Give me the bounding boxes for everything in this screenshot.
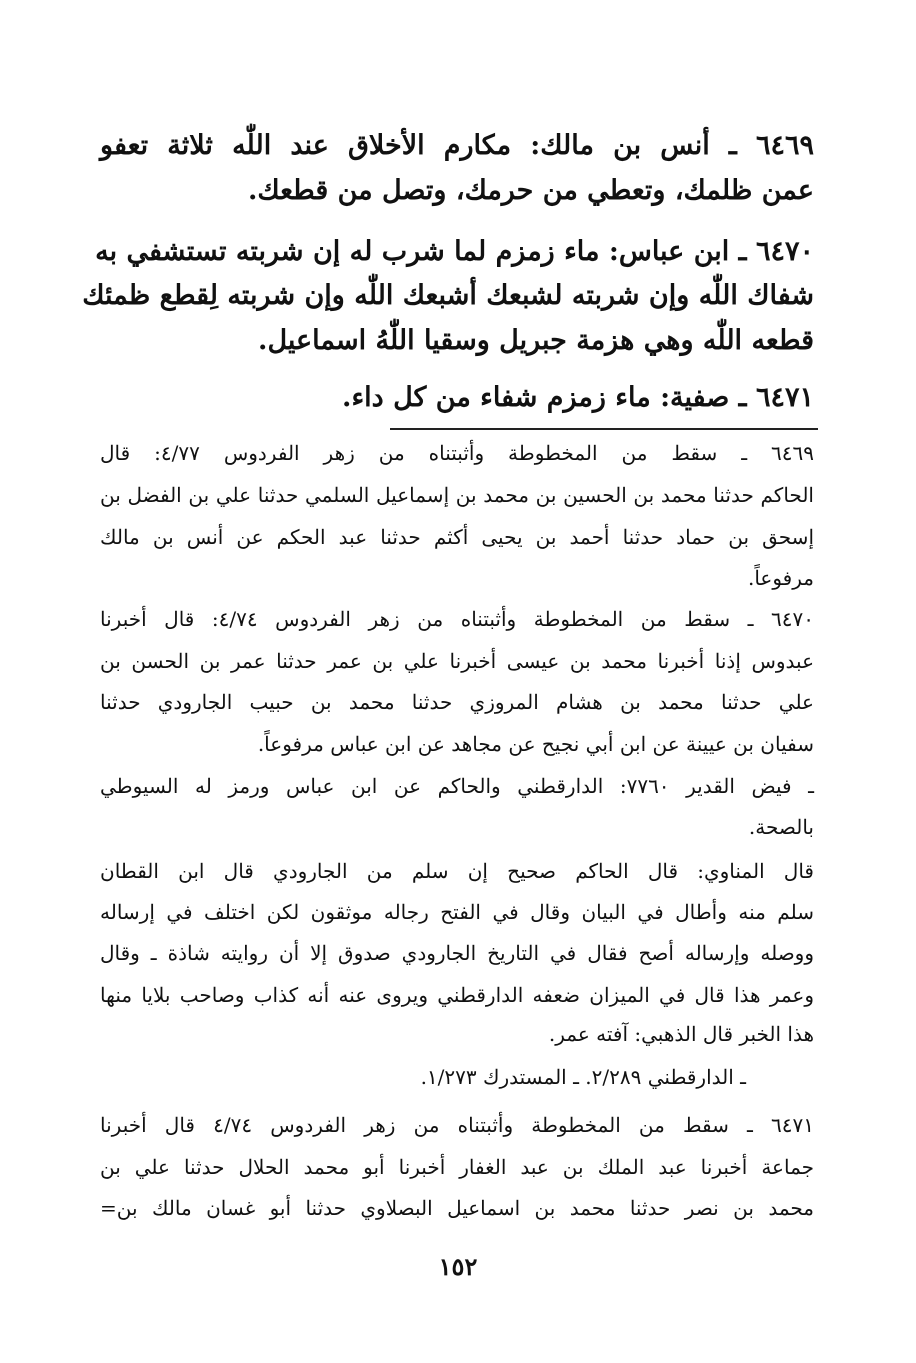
footnote-munawi-line-5: هذا الخبر قال الذهبي: آفته عمر. xyxy=(548,1022,814,1046)
footnote-munawi-line-3: ووصله وإرساله أصح فقال في التاريخ الجارودي صدوق إلا أن روايته شاذة ـ وقال xyxy=(100,941,814,965)
footnote-6469-line-1: ٦٤٦٩ ـ سقط من المخطوطة وأثبتناه من زهر الفردوس ٤/٧٧: قال xyxy=(100,441,815,465)
footnote-6470-line-1: ٦٤٧٠ ـ سقط من المخطوطة وأثبتناه من زهر الفردوس ٤/٧٤: قال أخبرنا xyxy=(100,607,814,631)
footnote-munawi-line-1: قال المناوي: قال الحاكم صحيح إن سلم من الجارودي قال ابن القطان xyxy=(100,859,814,883)
footnote-6469-line-2: الحاكم حدثنا محمد بن الحسين بن محمد بن إسماعيل السلمي حدثنا علي بن الفضل بن xyxy=(100,483,814,507)
footnote-faid-line-2: بالصحة. xyxy=(748,815,814,839)
entry-6469-line-1: ٦٤٦٩ ـ أنس بن مالك: مكارم الأخلاق عند اللّٰه ثلاثة تعفو xyxy=(100,130,814,161)
footnote-references: ـ الدارقطني ٢/٢٨٩. ـ المستدرك ١/٢٧٣. xyxy=(420,1065,746,1089)
entry-6470-line-2: شفاك اللّٰه وإن شربته لشبعك أشبعك اللّٰه وإن شربته لِقطع ظمئك xyxy=(82,280,814,311)
entry-6470-line-3: قطعه اللّٰه وهي هزمة جبريل وسقيا اللّٰهُ اسماعيل. xyxy=(258,325,814,356)
footnote-6470-line-4: سفيان بن عيينة عن ابن أبي نجيح عن مجاهد عن ابن عباس مرفوعاً. xyxy=(257,732,814,756)
entry-6469-line-2: عمن ظلمك، وتعطي من حرمك، وتصل من قطعك. xyxy=(247,175,814,206)
footnote-6469-line-3: إسحق بن حماد حدثنا أحمد بن يحيى أكثم حدثنا عبد الحكم عن أنس بن مالك xyxy=(100,525,814,549)
footnote-munawi-line-4: وعمر هذا قال في الميزان ضعفه الدارقطني ويروى عنه أنه كذاب وصاحب بلايا منها xyxy=(100,983,814,1007)
footnote-6471-line-2: جماعة أخبرنا عبد الملك بن عبد الغفار أخبرنا أبو محمد الحلال حدثنا علي بن xyxy=(100,1155,814,1179)
page-number: ١٥٢ xyxy=(438,1252,478,1281)
footnote-6470-line-2: عبدوس إذنا أخبرنا محمد بن عيسى أخبرنا علي بن عمر حدثنا عمر بن الحسن بن xyxy=(100,649,814,673)
footnote-munawi-line-2: سلم منه وأطال في البيان وقال في الفتح رجاله موثقون لكن اختلف في إرساله xyxy=(100,900,814,924)
footnote-6470-line-3: علي حدثنا محمد بن هشام المروزي حدثنا محمد بن حبيب الجارودي حدثنا xyxy=(100,690,814,714)
footnote-separator xyxy=(390,428,818,430)
footnote-6471-line-3: محمد بن نصر حدثنا محمد بن اسماعيل البصلاوي حدثنا أبو غسان مالك بن= xyxy=(100,1196,814,1220)
footnote-faid-line-1: ـ فيض القدير ٧٧٦٠: الدارقطني والحاكم عن ابن عباس ورمز له السيوطي xyxy=(100,774,814,798)
entry-6470-line-1: ٦٤٧٠ ـ ابن عباس: ماء زمزم لما شرب له إن شربته تستشفي به xyxy=(95,236,814,267)
footnote-6469-line-4: مرفوعاً. xyxy=(747,566,814,590)
entry-6471-line-1: ٦٤٧١ ـ صفية: ماء زمزم شفاء من كل داء. xyxy=(342,382,814,413)
footnote-6471-line-1: ٦٤٧١ ـ سقط من المخطوطة وأثبتناه من زهر الفردوس ٤/٧٤ قال أخبرنا xyxy=(100,1113,814,1137)
